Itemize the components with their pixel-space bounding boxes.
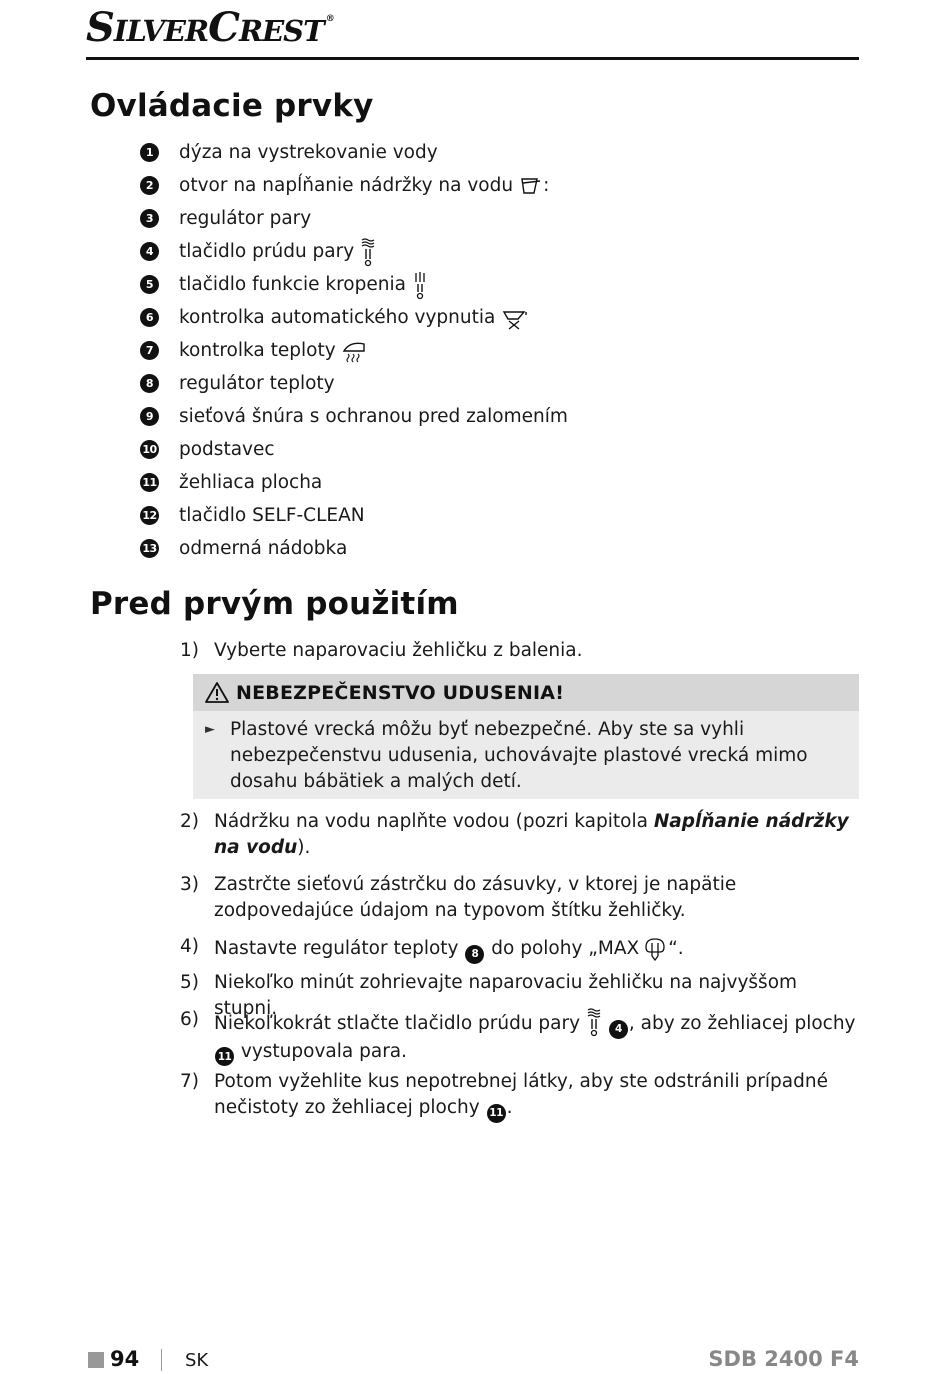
- list-item: [140, 235, 568, 268]
- step-number: 6): [180, 1009, 199, 1030]
- number-badge: 8: [465, 945, 484, 964]
- item-label: kontrolka teploty: [179, 340, 336, 361]
- number-badge: 8: [140, 374, 159, 393]
- chapter-reference: Napĺňanie nádržky na vodu: [214, 811, 849, 858]
- item-label: otvor na napĺňanie nádržky na vodu: [179, 175, 514, 196]
- number-badge: 11: [215, 1047, 234, 1066]
- step-3: [180, 872, 860, 924]
- item-label: regulátor pary: [179, 208, 312, 229]
- logo-text-rest: REST: [238, 14, 324, 48]
- controls-list: [140, 136, 568, 565]
- step-text: do polohy „MAX: [491, 938, 640, 959]
- logo-letter-c: C: [208, 4, 239, 51]
- list-item: [140, 532, 568, 565]
- item-label: žehliaca plocha: [179, 472, 323, 493]
- step-text: Nádržku na vodu naplňte vodou (pozri kapitola: [214, 811, 654, 832]
- number-badge: 13: [140, 539, 159, 558]
- item-label: sieťová šnúra s ochranou pred zalomením: [179, 406, 568, 427]
- item-label: tlačidlo funkcie kropenia: [179, 274, 406, 295]
- item-label: tlačidlo prúdu pary: [179, 241, 355, 262]
- warning-triangle-icon: [204, 681, 230, 704]
- warning-header: [193, 674, 859, 711]
- number-badge: 10: [140, 440, 159, 459]
- list-item: [140, 433, 568, 466]
- list-item: [140, 334, 568, 367]
- step-text: Niekoľkokrát stlačte tlačidlo prúdu pary: [214, 1013, 581, 1034]
- max-steam-icon: [642, 934, 668, 962]
- step-number: 1): [180, 640, 199, 661]
- step-number: 3): [180, 874, 199, 895]
- list-item: [140, 400, 568, 433]
- item-suffix: :: [543, 175, 550, 196]
- step-number: 2): [180, 811, 199, 832]
- step-text: Potom vyžehlite kus nepotrebnej látky, aby ste odstránili prípadné nečistoty zo žehliacej plochy: [214, 1071, 828, 1118]
- list-item: [140, 169, 568, 202]
- step-4: [180, 934, 860, 964]
- item-label: podstavec: [179, 439, 275, 460]
- number-badge: 4: [609, 1020, 628, 1039]
- warning-text: Plastové vrecká môžu byť nebezpečné. Aby ste sa vyhli nebezpečenstvu udusenia, uchovávajte plastové vrecká mimo dosahu bábätiek a malých detí.: [230, 719, 808, 792]
- step-2: [180, 809, 860, 861]
- number-badge: 7: [140, 341, 159, 360]
- step-text: Zastrčte sieťovú zástrčku do zásuvky, v ktorej je napätie zodpovedajúce údajom na typovom štítku žehličky.: [214, 874, 737, 921]
- number-badge: 2: [140, 176, 159, 195]
- list-item: [140, 301, 568, 334]
- step-text: “.: [668, 938, 684, 959]
- step-text: Nastavte regulátor teploty: [214, 938, 459, 959]
- list-item: [140, 466, 568, 499]
- step-7: [180, 1069, 860, 1123]
- step-text: vystupovala para.: [240, 1040, 408, 1062]
- list-item: [140, 268, 568, 301]
- section-title-before-first-use: Pred prvým použitím: [90, 586, 459, 622]
- page-number: 94: [110, 1347, 140, 1371]
- step-text: Niekoľko minút zohrievajte naparovaciu žehličku na najvyššom stupni.: [214, 972, 798, 1019]
- section-title-controls: Ovládacie prvky: [90, 88, 374, 124]
- step-text: Vyberte naparovaciu žehličku z balenia.: [214, 640, 583, 661]
- language-code: SK: [185, 1350, 209, 1371]
- brand-logo: [86, 4, 334, 51]
- number-badge: 5: [140, 275, 159, 294]
- step-text: ).: [297, 837, 311, 858]
- step-number: 7): [180, 1071, 199, 1092]
- step-number: 5): [180, 972, 199, 993]
- step-1: [180, 638, 860, 664]
- item-label: kontrolka automatického vypnutia: [179, 307, 496, 328]
- footer-divider: [161, 1349, 162, 1371]
- number-badge: 4: [140, 242, 159, 261]
- item-label: odmerná nádobka: [179, 538, 348, 559]
- number-badge: 11: [140, 473, 159, 492]
- step-6: [180, 1007, 860, 1066]
- header-rule: [86, 57, 859, 60]
- item-label: regulátor teploty: [179, 373, 335, 394]
- footer-marker: [88, 1352, 104, 1368]
- number-badge: 9: [140, 407, 159, 426]
- model-number: SDB 2400 F4: [708, 1347, 859, 1371]
- iron-heat-icon: [342, 339, 368, 363]
- logo-text-ilver: ILVER: [113, 14, 209, 48]
- water-fill-icon: [519, 175, 543, 197]
- list-item: [140, 499, 568, 532]
- warning-body: [193, 711, 859, 799]
- list-item: [140, 136, 568, 169]
- step-text: , aby zo žehliacej plochy: [628, 1013, 856, 1034]
- logo-registered: ®: [325, 14, 334, 24]
- auto-off-icon: [501, 306, 529, 330]
- number-badge: 1: [140, 143, 159, 162]
- item-label: dýza na vystrekovanie vody: [179, 142, 438, 163]
- spray-icon: [412, 270, 428, 300]
- number-badge: 6: [140, 308, 159, 327]
- steam-burst-icon: [586, 1007, 602, 1037]
- list-item: [140, 202, 568, 235]
- bullet-arrow-icon: ►: [205, 722, 215, 737]
- number-badge: 12: [140, 506, 159, 525]
- warning-title: NEBEZPEČENSTVO UDUSENIA!: [236, 681, 565, 704]
- item-label: tlačidlo SELF-CLEAN: [179, 505, 365, 526]
- logo-letter-s: S: [86, 4, 114, 51]
- number-badge: 11: [487, 1104, 506, 1123]
- steam-burst-icon: [360, 237, 376, 267]
- number-badge: 3: [140, 209, 159, 228]
- list-item: [140, 367, 568, 400]
- step-text: .: [506, 1097, 513, 1118]
- step-number: 4): [180, 936, 199, 957]
